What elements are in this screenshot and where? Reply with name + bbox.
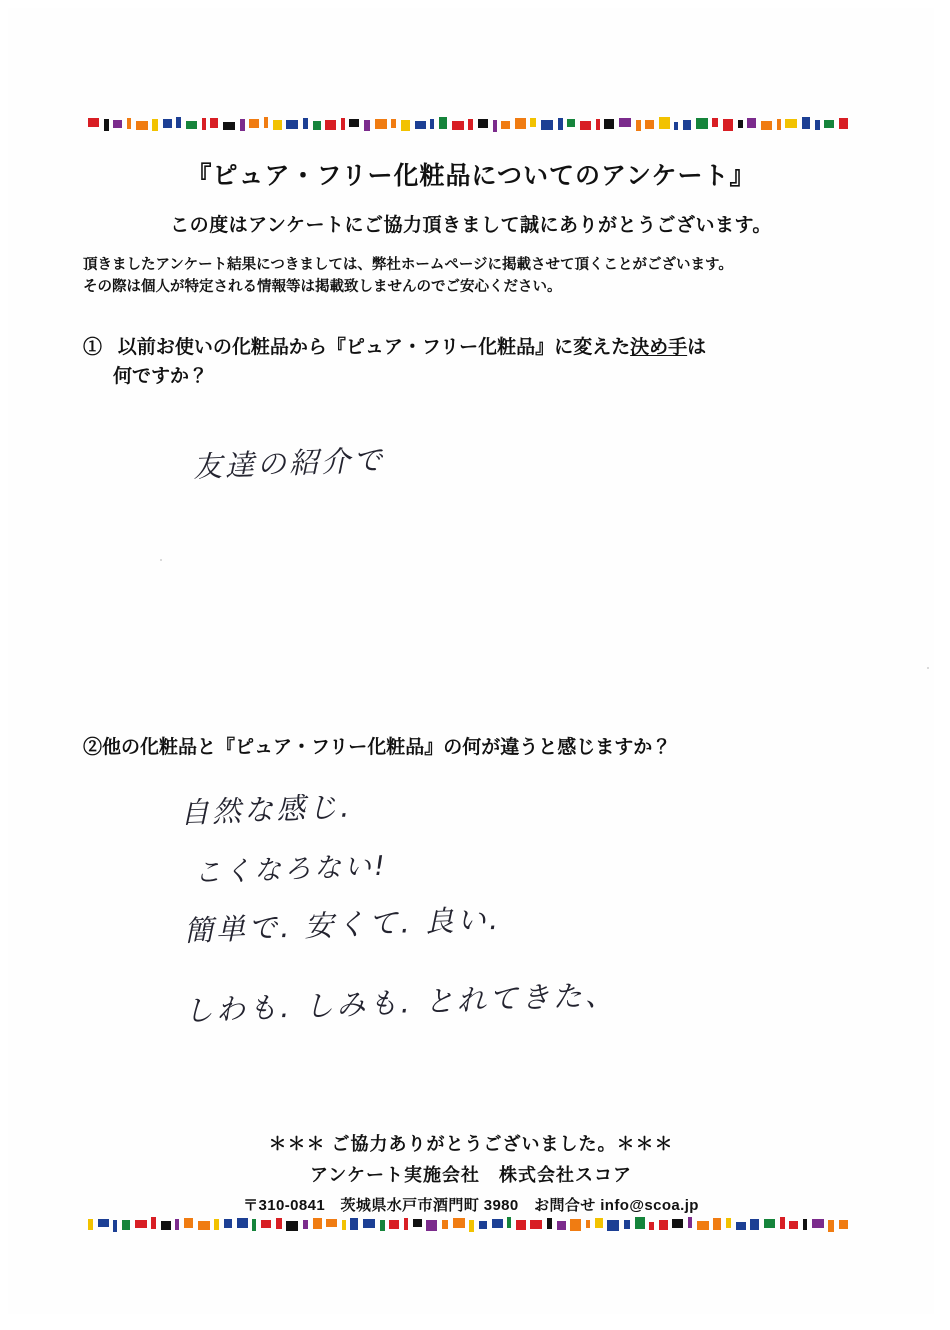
confetti-block bbox=[688, 1217, 692, 1228]
confetti-block bbox=[683, 120, 691, 130]
confetti-block bbox=[380, 1220, 385, 1231]
confetti-block bbox=[515, 118, 526, 129]
confetti-block bbox=[113, 120, 122, 128]
confetti-block bbox=[223, 122, 235, 130]
confetti-block bbox=[726, 1218, 731, 1228]
confetti-block bbox=[286, 1221, 298, 1231]
confetti-block bbox=[113, 1220, 117, 1232]
confetti-block bbox=[713, 1218, 721, 1230]
confetti-block bbox=[789, 1221, 798, 1229]
confetti-block bbox=[469, 1220, 474, 1232]
confetti-block bbox=[541, 120, 553, 130]
question-1 bbox=[83, 333, 883, 392]
handwritten-answer-2-line-2: こくなろない! bbox=[193, 850, 389, 889]
confetti-block bbox=[391, 119, 396, 128]
confetti-block bbox=[619, 118, 631, 127]
confetti-block bbox=[175, 1219, 179, 1230]
confetti-block bbox=[136, 121, 148, 130]
scan-speck bbox=[160, 559, 162, 561]
confetti-block bbox=[785, 119, 797, 128]
confetti-block bbox=[237, 1218, 248, 1228]
confetti-block bbox=[570, 1219, 581, 1231]
confetti-block bbox=[426, 1220, 437, 1231]
confetti-block bbox=[478, 119, 488, 128]
confetti-block bbox=[249, 119, 259, 128]
confetti-block bbox=[303, 118, 308, 129]
confetti-block bbox=[375, 119, 387, 129]
confetti-block bbox=[364, 120, 370, 131]
question-2-text: 他の化粧品と『ピュア・フリー化粧品』の何が違うと感じますか？ bbox=[102, 737, 672, 758]
lead-text: この度はアンケートにご協力頂きまして誠にありがとうございます。 bbox=[170, 215, 772, 236]
confetti-block bbox=[404, 1218, 408, 1230]
confetti-block bbox=[803, 1219, 807, 1230]
confetti-block bbox=[468, 119, 473, 130]
confetti-block bbox=[516, 1220, 526, 1230]
confetti-block bbox=[389, 1220, 399, 1229]
confetti-block bbox=[122, 1220, 130, 1230]
confetti-block bbox=[349, 119, 359, 127]
confetti-border-bottom bbox=[88, 1213, 848, 1235]
page-title: 『ピュア・フリー化粧品についてのアンケート』 bbox=[186, 162, 756, 190]
confetti-block bbox=[567, 119, 575, 127]
confetti-block bbox=[452, 121, 464, 130]
handwritten-answer-2-line-1: 自然な感じ. bbox=[179, 789, 353, 830]
confetti-block bbox=[442, 1220, 448, 1229]
confetti-block bbox=[696, 118, 708, 129]
confetti-block bbox=[413, 1219, 422, 1227]
confetti-block bbox=[430, 119, 434, 129]
confetti-block bbox=[184, 1218, 193, 1228]
question-2-number: ② bbox=[83, 737, 103, 758]
confetti-block bbox=[88, 1219, 93, 1230]
confetti-block bbox=[350, 1218, 358, 1230]
confetti-block bbox=[780, 1217, 785, 1229]
handwritten-answer-2-line-4: しわも. しみも. とれてきた、 bbox=[183, 977, 618, 1028]
confetti-block bbox=[624, 1220, 630, 1229]
confetti-block bbox=[645, 120, 654, 129]
confetti-block bbox=[580, 121, 591, 130]
confetti-block bbox=[530, 118, 536, 127]
confetti-block bbox=[152, 119, 158, 131]
footer-thanks: ＊＊＊ ご協力ありがとうございました。＊＊＊ bbox=[268, 1134, 674, 1154]
confetti-block bbox=[313, 1218, 322, 1229]
handwritten-answer-1: 友達の紹介で bbox=[192, 442, 386, 484]
confetti-border-top bbox=[88, 113, 848, 135]
confetti-block bbox=[479, 1221, 487, 1229]
confetti-block bbox=[635, 1217, 645, 1229]
confetti-block bbox=[341, 118, 345, 130]
scan-speck bbox=[927, 667, 929, 669]
question-1-keyword: 決め手 bbox=[630, 337, 688, 358]
confetti-block bbox=[176, 117, 181, 128]
confetti-block bbox=[273, 120, 282, 130]
confetti-block bbox=[127, 118, 131, 129]
question-1-text-line-2: 何ですか？ bbox=[113, 366, 209, 388]
confetti-block bbox=[161, 1221, 171, 1230]
privacy-note bbox=[83, 254, 883, 299]
confetti-block bbox=[812, 1219, 824, 1228]
confetti-block bbox=[252, 1219, 256, 1231]
confetti-block bbox=[595, 1218, 603, 1228]
confetti-block bbox=[839, 1220, 848, 1229]
confetti-block bbox=[761, 121, 772, 130]
confetti-block bbox=[104, 119, 109, 131]
confetti-block bbox=[261, 1220, 271, 1228]
question-1-text-post: は bbox=[687, 337, 707, 358]
confetti-block bbox=[240, 119, 245, 131]
confetti-block bbox=[659, 117, 670, 129]
confetti-block bbox=[276, 1218, 282, 1229]
confetti-block bbox=[198, 1221, 210, 1230]
confetti-block bbox=[98, 1219, 109, 1227]
confetti-block bbox=[401, 120, 410, 131]
confetti-block bbox=[325, 120, 336, 130]
confetti-block bbox=[596, 119, 600, 130]
confetti-block bbox=[802, 117, 810, 129]
question-2 bbox=[83, 733, 883, 762]
confetti-block bbox=[712, 118, 718, 127]
confetti-block bbox=[303, 1220, 308, 1229]
privacy-note-line-2: その際は個人が特定される情報等は掲載致しませんのでご安心ください。 bbox=[83, 279, 562, 296]
confetti-block bbox=[493, 120, 497, 132]
confetti-block bbox=[547, 1218, 552, 1229]
confetti-block bbox=[777, 119, 781, 130]
confetti-block bbox=[736, 1222, 746, 1230]
question-1-text-pre: 以前お使いの化粧品から『ピュア・フリー化粧品』に変えた bbox=[117, 337, 631, 358]
confetti-block bbox=[839, 118, 848, 129]
confetti-block bbox=[507, 1217, 511, 1228]
confetti-block bbox=[363, 1219, 375, 1228]
footer-company: アンケート実施会社 株式会社スコア bbox=[310, 1165, 632, 1185]
confetti-block bbox=[674, 122, 678, 130]
confetti-block bbox=[530, 1220, 542, 1229]
confetti-block bbox=[649, 1222, 654, 1230]
question-1-number: ① bbox=[83, 337, 103, 358]
privacy-note-line-1: 頂きましたアンケート結果につきましては、弊社ホームページに掲載させて頂くことがございます。 bbox=[83, 257, 733, 273]
footer-address: 〒310-0841 茨城県水戸市酒門町 3980 お問合せ info@scoa.jp bbox=[243, 1197, 699, 1214]
confetti-block bbox=[224, 1219, 232, 1228]
confetti-block bbox=[439, 117, 447, 129]
confetti-block bbox=[453, 1218, 465, 1228]
confetti-block bbox=[264, 117, 268, 128]
confetti-block bbox=[824, 120, 834, 128]
confetti-block bbox=[697, 1221, 709, 1230]
confetti-block bbox=[135, 1220, 147, 1228]
confetti-block bbox=[286, 120, 298, 129]
confetti-block bbox=[607, 1220, 619, 1231]
scanned-sheet bbox=[8, 8, 934, 1314]
confetti-block bbox=[815, 120, 820, 130]
confetti-block bbox=[747, 118, 756, 128]
confetti-block bbox=[88, 118, 99, 127]
confetti-block bbox=[672, 1219, 683, 1228]
confetti-block bbox=[828, 1220, 834, 1232]
confetti-block bbox=[750, 1219, 759, 1230]
confetti-block bbox=[501, 121, 510, 129]
confetti-block bbox=[604, 119, 614, 129]
confetti-block bbox=[415, 121, 426, 129]
confetti-block bbox=[342, 1220, 346, 1230]
confetti-block bbox=[210, 118, 218, 128]
confetti-block bbox=[326, 1219, 337, 1227]
confetti-block bbox=[163, 119, 172, 128]
confetti-block bbox=[151, 1217, 156, 1229]
confetti-block bbox=[558, 118, 563, 130]
confetti-block bbox=[738, 120, 743, 128]
confetti-block bbox=[202, 118, 206, 130]
confetti-block bbox=[492, 1219, 503, 1228]
confetti-block bbox=[586, 1220, 590, 1228]
confetti-block bbox=[659, 1220, 668, 1230]
confetti-block bbox=[313, 121, 321, 130]
confetti-block bbox=[723, 119, 733, 131]
handwritten-answer-2-line-3: 簡単で. 安くて. 良い. bbox=[183, 901, 502, 948]
confetti-block bbox=[186, 121, 197, 129]
confetti-block bbox=[557, 1221, 566, 1230]
confetti-block bbox=[764, 1219, 775, 1228]
confetti-block bbox=[636, 120, 641, 131]
confetti-block bbox=[214, 1219, 219, 1230]
